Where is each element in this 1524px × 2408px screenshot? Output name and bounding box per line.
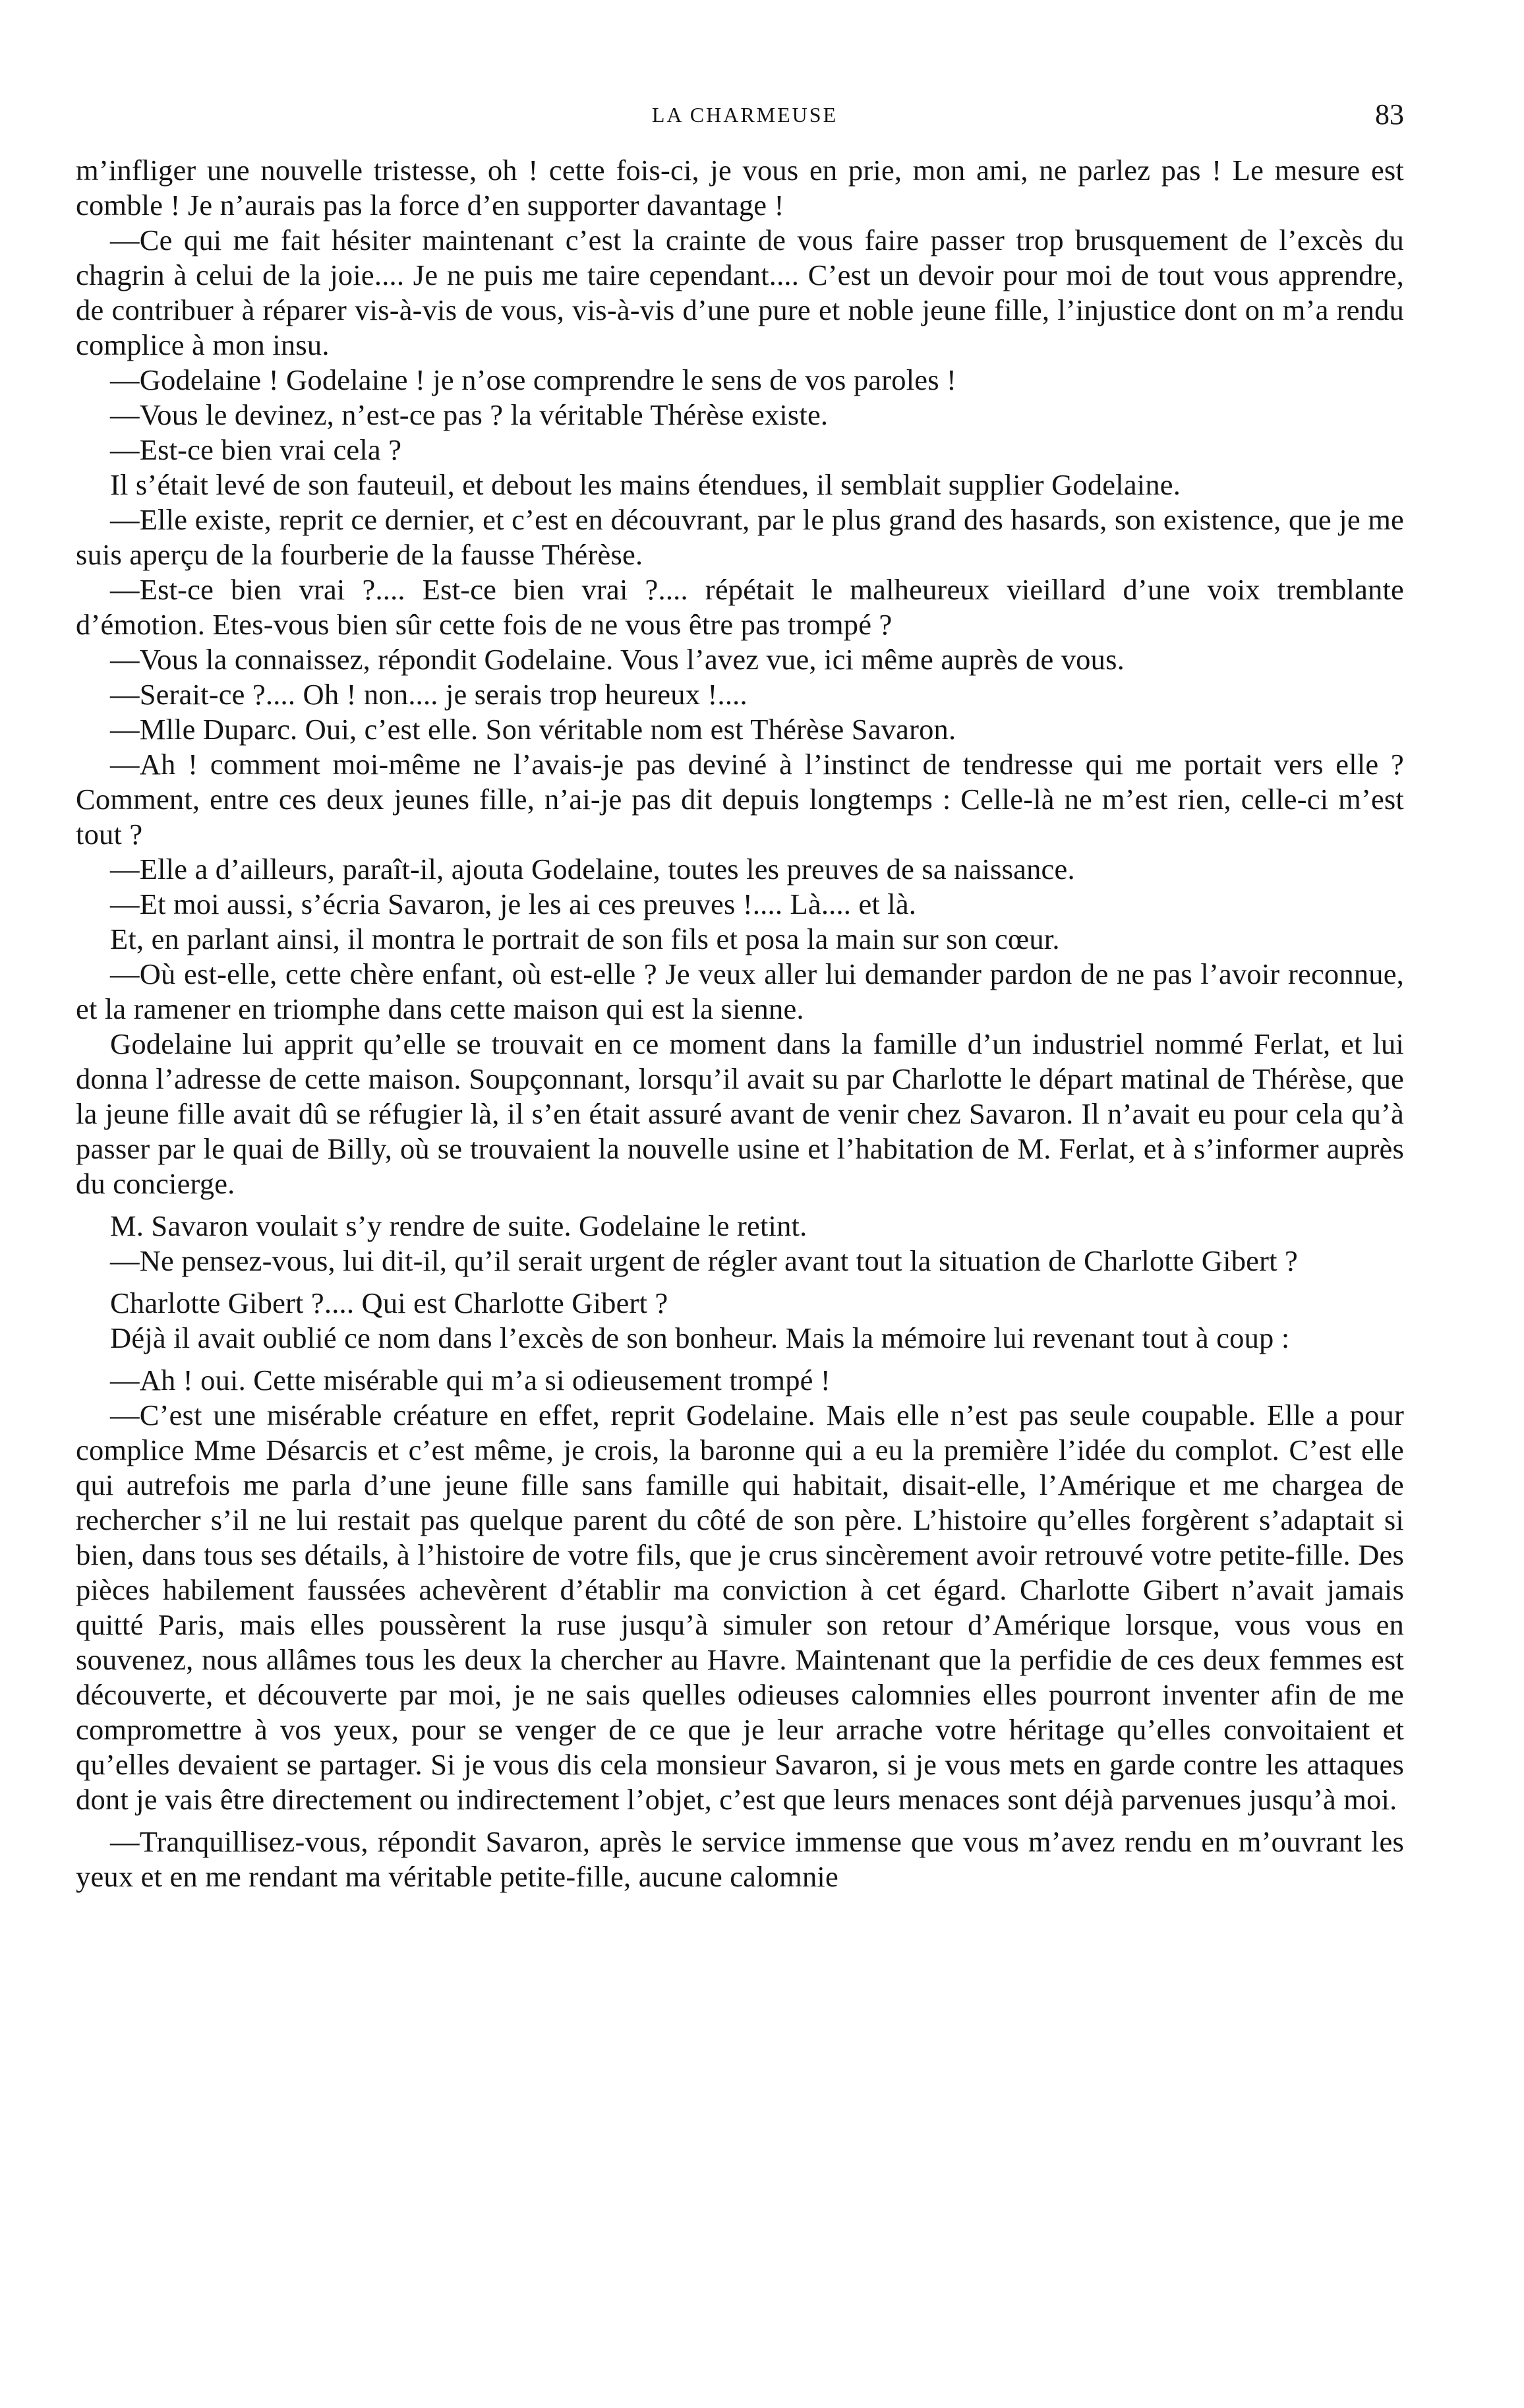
page-number: 83 bbox=[1375, 98, 1404, 131]
paragraph: —Elle a d’ailleurs, paraît-il, ajouta Godelaine, toutes les preuves de sa naissance. bbox=[110, 853, 1075, 886]
paragraph: —Est-ce bien vrai cela ? bbox=[110, 433, 402, 466]
paragraph: —Ce qui me fait hésiter maintenant c’est la crainte de vous faire passer trop brusquement de l’excès du chagrin à celui de la joie.... Je ne puis me taire cependant.... C’est un devoir pour moi de tout vous apprendre, de contribuer à réparer vis-à-vis de vous, vis-à-vis d’une pure et noble jeune fille, l’injustice dont on m’a rendu complice à mon insu. bbox=[76, 224, 1404, 361]
paragraph: Charlotte Gibert ?.... Qui est Charlotte Gibert ? bbox=[110, 1286, 668, 1319]
running-header bbox=[79, 98, 1411, 137]
paragraph: —C’est une misérable créature en effet, reprit Godelaine. Mais elle n’est pas seule coupable. Elle a pour complice Mme Désarcis et c’est même, je crois, la baronne qui a eu la première l’idée du complot. C’est elle qui autrefois me parla d’une jeune fille sans famille qui habitait, disait-elle, l’Amérique et me chargea de rechercher s’il ne lui restait pas quelque parent du côté de son père. L’histoire qu’elles forgèrent s’adaptait si bien, dans tous ses détails, à l’histoire de votre fils, que je crus sincèrement avoir retrouvé votre petite-fille. Des pièces habilement faussées achevèrent d’établir ma conviction à cet égard. Charlotte Gibert n’avait jamais quitté Paris, mais elles poussèrent la ruse jusqu’à simuler son retour d’Amérique lorsque, vous vous en souvenez, nous allâmes tous les deux la chercher au Havre. Maintenant que la perfidie de ces deux femmes est découverte, et découverte par moi, je ne sais quelles odieuses calomnies elles pourront inventer afin de me compromettre à vos yeux, pour se venger de ce que je leur arrache votre héritage qu’elles convoitaient et qu’elles devaient se partager. Si je vous dis cela monsieur Savaron, si je vous mets en garde contre les attaques dont je vais être directement ou indirectement l’objet, c’est que leurs menaces sont déjà parvenues jusqu’à moi. bbox=[76, 1399, 1404, 1816]
running-title: LA CHARMEUSE bbox=[651, 103, 838, 127]
paragraph: —Serait-ce ?.... Oh ! non.... je serais trop heureux !.... bbox=[110, 678, 747, 711]
body-text bbox=[76, 153, 1404, 1894]
paragraph: —Et moi aussi, s’écria Savaron, je les ai ces preuves !.... Là.... et là. bbox=[110, 888, 917, 920]
paragraph: Godelaine lui apprit qu’elle se trouvait en ce moment dans la famille d’un industriel nommé Ferlat, et lui donna l’adresse de cette maison. Soupçonnant, lorsqu’il avait su par Charlotte le départ matinal de Thérèse, que la jeune fille avait dû se réfugier là, il s’en était assuré avant de venir chez Savaron. Il n’avait eu pour cela qu’à passer par le quai de Billy, où se trouvaient la nouvelle usine et l’habitation de M. Ferlat, et à s’informer auprès du concierge. bbox=[76, 1027, 1404, 1200]
paragraph: —Mlle Duparc. Oui, c’est elle. Son véritable nom est Thérèse Savaron. bbox=[110, 713, 956, 746]
paragraph: —Tranquillisez-vous, répondit Savaron, après le service immense que vous m’avez rendu en m’ouvrant les yeux et en me rendant ma véritable petite-fille, aucune calomnie bbox=[76, 1825, 1404, 1893]
paragraph: —Est-ce bien vrai ?.... Est-ce bien vrai ?.... répétait le malheureux vieillard d’une voix tremblante d’émotion. Etes-vous bien sûr cette fois de ne vous être pas trompé ? bbox=[76, 573, 1404, 641]
paragraph: —Vous le devinez, n’est-ce pas ? la véritable Thérèse existe. bbox=[110, 398, 829, 431]
paragraph: —Ah ! oui. Cette misérable qui m’a si odieusement trompé ! bbox=[110, 1364, 831, 1397]
paragraph: —Vous la connaissez, répondit Godelaine. Vous l’avez vue, ici même auprès de vous. bbox=[110, 643, 1125, 676]
paragraph: Déjà il avait oublié ce nom dans l’excès de son bonheur. Mais la mémoire lui revenant tout à coup : bbox=[110, 1321, 1290, 1354]
paragraph: m’infliger une nouvelle tristesse, oh ! cette fois-ci, je vous en prie, mon ami, ne parlez pas ! Le mesure est comble ! Je n’aurais pas la force d’en supporter davantage ! bbox=[76, 154, 1404, 222]
paragraph: —Où est-elle, cette chère enfant, où est-elle ? Je veux aller lui demander pardon de ne pas l’avoir reconnue, et la ramener en triomphe dans cette maison qui est la sienne. bbox=[76, 957, 1404, 1025]
paragraph: Il s’était levé de son fauteuil, et debout les mains étendues, il semblait supplier Godelaine. bbox=[110, 468, 1181, 501]
paragraph: —Elle existe, reprit ce dernier, et c’est en découvrant, par le plus grand des hasards, son existence, que je me suis aperçu de la fourberie de la fausse Thérèse. bbox=[76, 503, 1404, 571]
paragraph: M. Savaron voulait s’y rendre de suite. Godelaine le retint. bbox=[110, 1209, 807, 1242]
paragraph: Et, en parlant ainsi, il montra le portrait de son fils et posa la main sur son cœur. bbox=[110, 922, 1060, 955]
paragraph: —Ah ! comment moi-même ne l’avais-je pas deviné à l’instinct de tendresse qui me portait vers elle ? Comment, entre ces deux jeunes fille, n’ai-je pas dit depuis longtemps : Celle-là ne m’est rien, celle-ci m’est tout ? bbox=[76, 748, 1404, 851]
paragraph: —Godelaine ! Godelaine ! je n’ose comprendre le sens de vos paroles ! bbox=[110, 363, 957, 396]
paragraph: —Ne pensez-vous, lui dit-il, qu’il serait urgent de régler avant tout la situation de Charlotte Gibert ? bbox=[110, 1244, 1298, 1277]
